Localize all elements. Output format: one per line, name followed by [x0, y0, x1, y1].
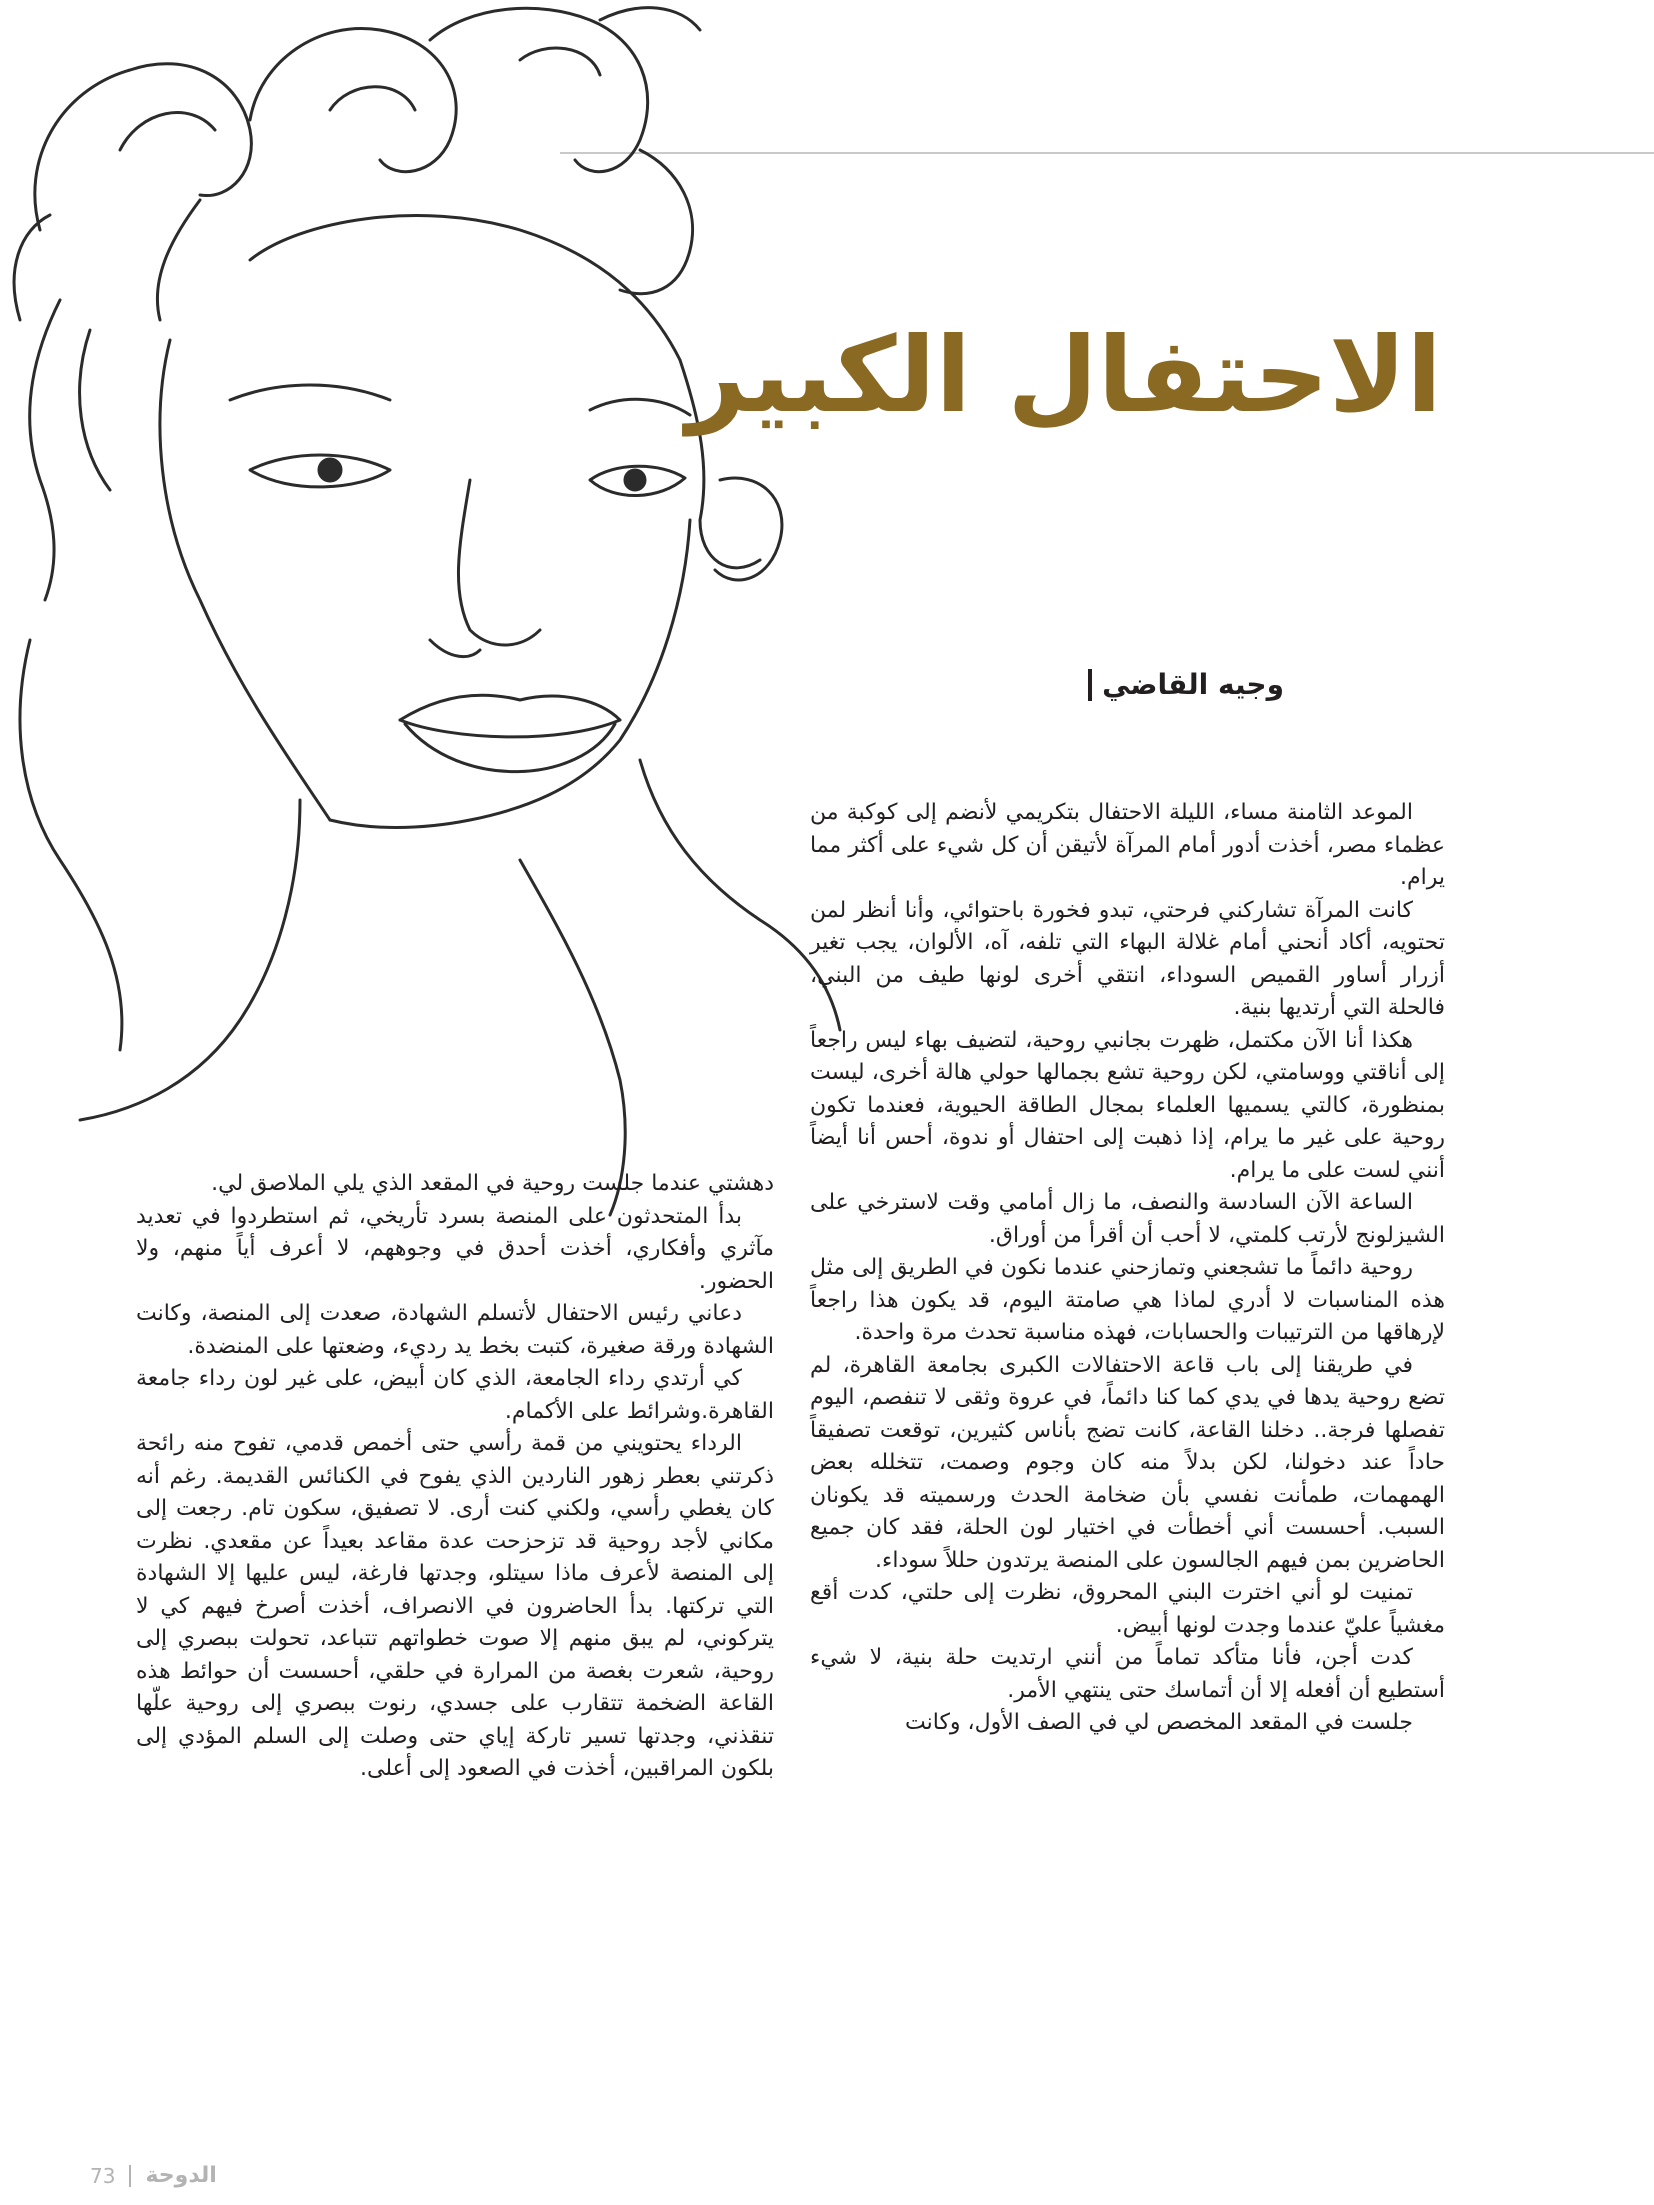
paragraph: كدت أجن، فأنا متأكد تماماً من أنني ارتديت حلة بنية، لا شيء أستطيع أن أفعله إلا أن أتماسك حتى ينتهي الأمر.: [810, 1645, 1445, 1703]
paragraph: الرداء يحتويني من قمة رأسي حتى أخمص قدمي، تفوح منه رائحة ذكرتني بعطر زهور الناردين الذي يفوح في الكنائس القديمة. رغم أنه كان يغطي رأسي، ولكني كنت أرى. لا تصفيق، سكون تام. رجعت إلى مكاني لأجد روحية قد تزحزحت عدة مقاعد بعيداً عن مقعدي. نظرت إلى المنصة لأعرف ماذا سيتلو، وجدتها فارغة، ليس عليها إلا الشهادة التي تركتها. بدأ الحاضرون في الانصراف، أخذت أصرخ فيهم كي لا يتركوني، لم يبق منهم إلا صوت خطواتهم تتباعد، تحولت ببصري إلى روحية، شعرت بغصة من المرارة في حلقي، أحسست أن حوائط هذه القاعة الضخمة تتقارب على جسدي، رنوت ببصري إلى روحية علّها تنقذني، وجدتها تسير تاركة إياي حتى وصلت إلى السلم المؤدي إلى بلكون المراقبين، أخذت في الصعود إلى أعلى.: [136, 1431, 774, 1781]
magazine-name: الدوحة: [145, 2163, 217, 2188]
byline-bar: [1088, 669, 1092, 701]
paragraph: كانت المرآة تشاركني فرحتي، تبدو فخورة باحتوائي، وأنا أنظر لمن تحتويه، أكاد أنحني أمام غلالة البهاء التي تلفه، آه، الألوان، يجب تغير أزرار أساور القميص السوداء، انتقي أخرى لونها طيف من البني، فالحلة التي أرتديها بنية.: [810, 897, 1445, 1020]
author-name: وجيه القاضي: [1102, 668, 1284, 701]
article-column-left: [136, 1168, 774, 1786]
byline: [1088, 668, 1284, 701]
paragraph: دهشتي عندما جلست روحية في المقعد الذي يلي الملاصق لي.: [211, 1171, 774, 1196]
paragraph: تمنيت لو أني اخترت البني المحروق، نظرت إلى حلتي، كدت أقع مغشياً عليّ عندما وجدت لونها أبيض.: [810, 1580, 1445, 1638]
page-number: 73: [90, 2163, 116, 2188]
article-column-right: [810, 797, 1445, 1740]
paragraph: جلست في المقعد المخصص لي في الصف الأول، وكانت: [905, 1710, 1413, 1735]
paragraph: روحية دائماً ما تشجعني وتمازحني عندما نكون في الطريق إلى مثل هذه المناسبات لا أدري لماذا هي صامتة اليوم، قد يكون هذا راجعاً لإرهاقها من الترتيبات والحسابات، فهذه مناسبة تحدث مرة واحدة.: [810, 1255, 1445, 1345]
paragraph: كي أرتدي رداء الجامعة، الذي كان أبيض، على غير لون رداء جامعة القاهرة.وشرائط على الأكمام.: [136, 1366, 774, 1424]
paragraph: في طريقنا إلى باب قاعة الاحتفالات الكبرى بجامعة القاهرة، لم تضع روحية يدها في يدي كما كنا دائماً، في عروة وثقى لا تنفصم، اليوم تفصلها فرجة.. دخلنا القاعة، كانت تضج بأناس كثيرين، توقعت تصفيقاً حاداً عند دخولنا، لكن بدلاً منه كان وجوم وصمت، تتخلله بعض الهمهمات، طمأنت نفسي بأن ضخامة الحدث ورسميته قد يكونان السبب. أحسست أني أخطأت في اختيار لون الحلة، فقد كان جميع الحاضرين بمن فيهم الجالسون على المنصة يرتدون حللاً سوداء.: [810, 1352, 1445, 1573]
paragraph: الموعد الثامنة مساء، الليلة الاحتفال بتكريمي لأنضم إلى كوكبة من عظماء مصر، أخذت أدور أمام المرآة لأتيقن أن كل شيء على أكثر مما يرام.: [810, 800, 1445, 890]
footer-separator: [129, 2165, 131, 2187]
article-title: الاحتفال الكبير: [686, 314, 1442, 436]
paragraph: الساعة الآن السادسة والنصف، ما زال أمامي وقت لاسترخي على الشيزلونج لأرتب كلمتي، لا أحب أن أقرأ من أوراق.: [810, 1190, 1445, 1248]
paragraph: بدأ المتحدثون على المنصة بسرد تأريخي، ثم استطردوا في تعديد مآثري وأفكاري، أخذت أحدق في وجوههم، لا أعرف أياً منهم، ولا الحضور.: [136, 1203, 774, 1294]
paragraph: دعاني رئيس الاحتفال لأتسلم الشهادة، صعدت إلى المنصة، وكانت الشهادة ورقة صغيرة، كتبت بخط يد رديء، وضعتها على المنضدة.: [136, 1301, 774, 1359]
page-footer: [90, 2163, 217, 2188]
paragraph: هكذا أنا الآن مكتمل، ظهرت بجانبي روحية، لتضيف بهاء ليس راجعاً إلى أناقتي ووسامتي، لكن روحية تشع بجمالها حولي هالة أخرى، ليست بمنظورة، كالتي يسميها العلماء بمجال الطاقة الحيوية، فعندما تكون روحية على غير ما يرام، إذا ذهبت إلى احتفال أو ندوة، أحس أنا أيضاً أنني لست على ما يرام.: [810, 1027, 1445, 1183]
